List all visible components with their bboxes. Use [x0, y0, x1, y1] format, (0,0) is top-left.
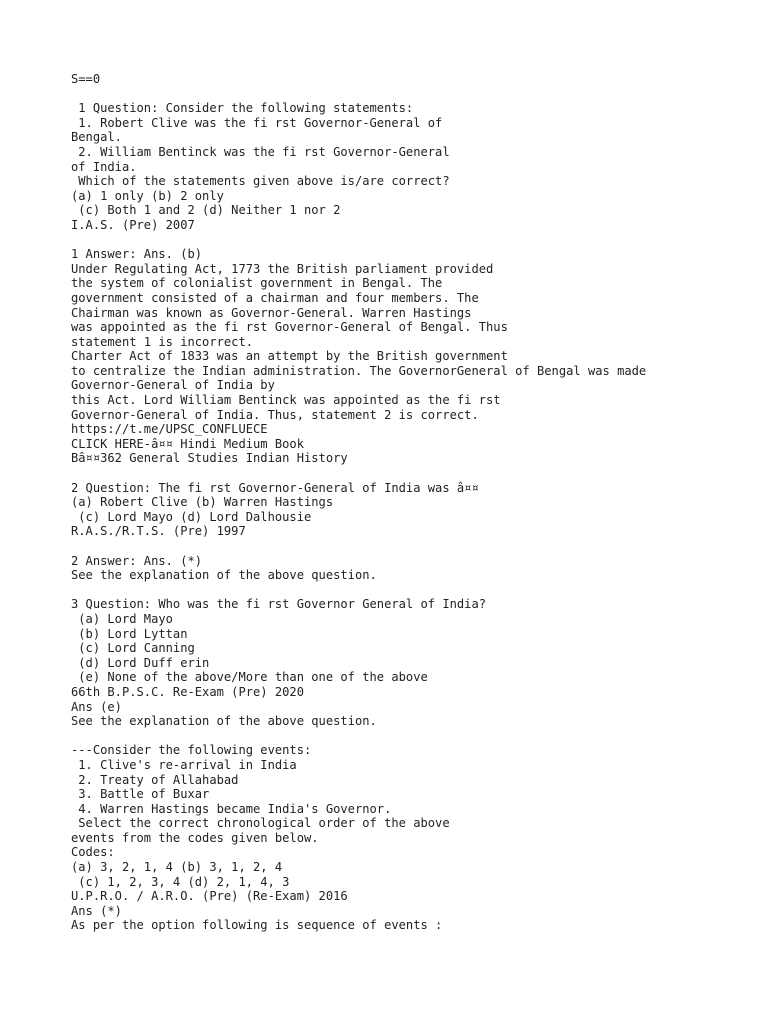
text-line: Under Regulating Act, 1773 the British parliament provided [71, 261, 494, 276]
text-line: Select the correct chronological order of the above [71, 816, 450, 831]
exam-source: I.A.S. (Pre) 2007 [71, 217, 195, 232]
answer-1-heading: 1 Answer: Ans. (b) [71, 247, 203, 262]
blank-line [71, 466, 761, 481]
options-line: (c) Lord Canning [71, 641, 195, 656]
options-line: (e) None of the above/More than one of the above [71, 670, 428, 685]
text-line: As per the option following is sequence of events : [71, 918, 443, 933]
text-line: Charter Act of 1833 was an attempt by the British government [71, 349, 508, 364]
text-line: 2. William Bentinck was the fi rst Governor-General [71, 144, 450, 159]
options-line: (c) Both 1 and 2 (d) Neither 1 nor 2 [71, 203, 341, 218]
text-line: of India. [71, 159, 137, 174]
exam-source: 66th B.P.S.C. Re-Exam (Pre) 2020 [71, 684, 304, 699]
text-line: See the explanation of the above question. [71, 568, 377, 583]
blank-line [71, 583, 761, 598]
options-line: (b) Lord Lyttan [71, 626, 188, 641]
text-line: Governor-General of India. Thus, statement 2 is correct. [71, 407, 479, 422]
text-line: was appointed as the fi rst Governor-General of Bengal. Thus [71, 320, 508, 335]
answer-line: Ans (*) [71, 903, 122, 918]
options-line: (c) 1, 2, 3, 4 (d) 2, 1, 4, 3 [71, 874, 290, 889]
text-line: S==0 [71, 72, 101, 86]
text-line: 3. Battle of Buxar [71, 787, 210, 802]
exam-source: U.P.R.O. / A.R.O. (Pre) (Re-Exam) 2016 [71, 889, 348, 904]
telegram-link[interactable]: https://t.me/UPSC_CONFLUECE [71, 422, 268, 437]
options-line: (a) Lord Mayo [71, 611, 173, 626]
text-line: government consisted of a chairman and four members. The [71, 290, 479, 305]
text-line: the system of colonialist government in Bengal. The [71, 276, 443, 291]
text-line: events from the codes given below. [71, 830, 319, 845]
blank-line [71, 233, 761, 248]
options-line: (a) Robert Clive (b) Warren Hastings [71, 495, 334, 510]
text-line: Chairman was known as Governor-General. Warren Hastings [71, 305, 472, 320]
question-3-heading: 3 Question: Who was the fi rst Governor General of India? [71, 597, 487, 612]
blank-line [71, 729, 761, 744]
options-line: (c) Lord Mayo (d) Lord Dalhousie [71, 509, 312, 524]
text-line: 1. Clive's re-arrival in India [71, 757, 297, 772]
options-line: (a) 3, 2, 1, 4 (b) 3, 1, 2, 4 [71, 860, 283, 875]
options-line: (d) Lord Duff erin [71, 655, 210, 670]
text-line: Which of the statements given above is/are correct? [71, 174, 450, 189]
text-line: 4. Warren Hastings became India's Governor. [71, 801, 392, 816]
text-line: Bengal. [71, 130, 122, 145]
text-line: 1. Robert Clive was the fi rst Governor-General of [71, 115, 443, 130]
book-title-line: Bâ¤¤362 General Studies Indian History [71, 451, 348, 466]
document-text [71, 72, 761, 933]
exam-source: R.A.S./R.T.S. (Pre) 1997 [71, 524, 246, 539]
text-line: statement 1 is incorrect. [71, 334, 254, 349]
text-line: Governor-General of India by [71, 378, 275, 393]
blank-line [71, 87, 761, 102]
question-2-heading: 2 Question: The fi rst Governor-General of India was â¤¤ [71, 480, 479, 495]
answer-line: Ans (e) [71, 699, 122, 714]
text-line: See the explanation of the above question. [71, 714, 377, 729]
blank-line [71, 539, 761, 554]
click-here-link[interactable]: CLICK HERE-â¤¤ Hindi Medium Book [71, 436, 304, 451]
answer-2-heading: 2 Answer: Ans. (*) [71, 553, 203, 568]
codes-label: Codes: [71, 845, 115, 860]
question-1-heading: 1 Question: Consider the following statements: [71, 101, 414, 116]
question-4-heading: ---Consider the following events: [71, 743, 312, 758]
text-line: 2. Treaty of Allahabad [71, 772, 239, 787]
text-line: to centralize the Indian administration. The GovernorGeneral of Bengal was made [71, 363, 647, 378]
text-line: this Act. Lord William Bentinck was appointed as the fi rst [71, 393, 501, 408]
options-line: (a) 1 only (b) 2 only [71, 188, 224, 203]
